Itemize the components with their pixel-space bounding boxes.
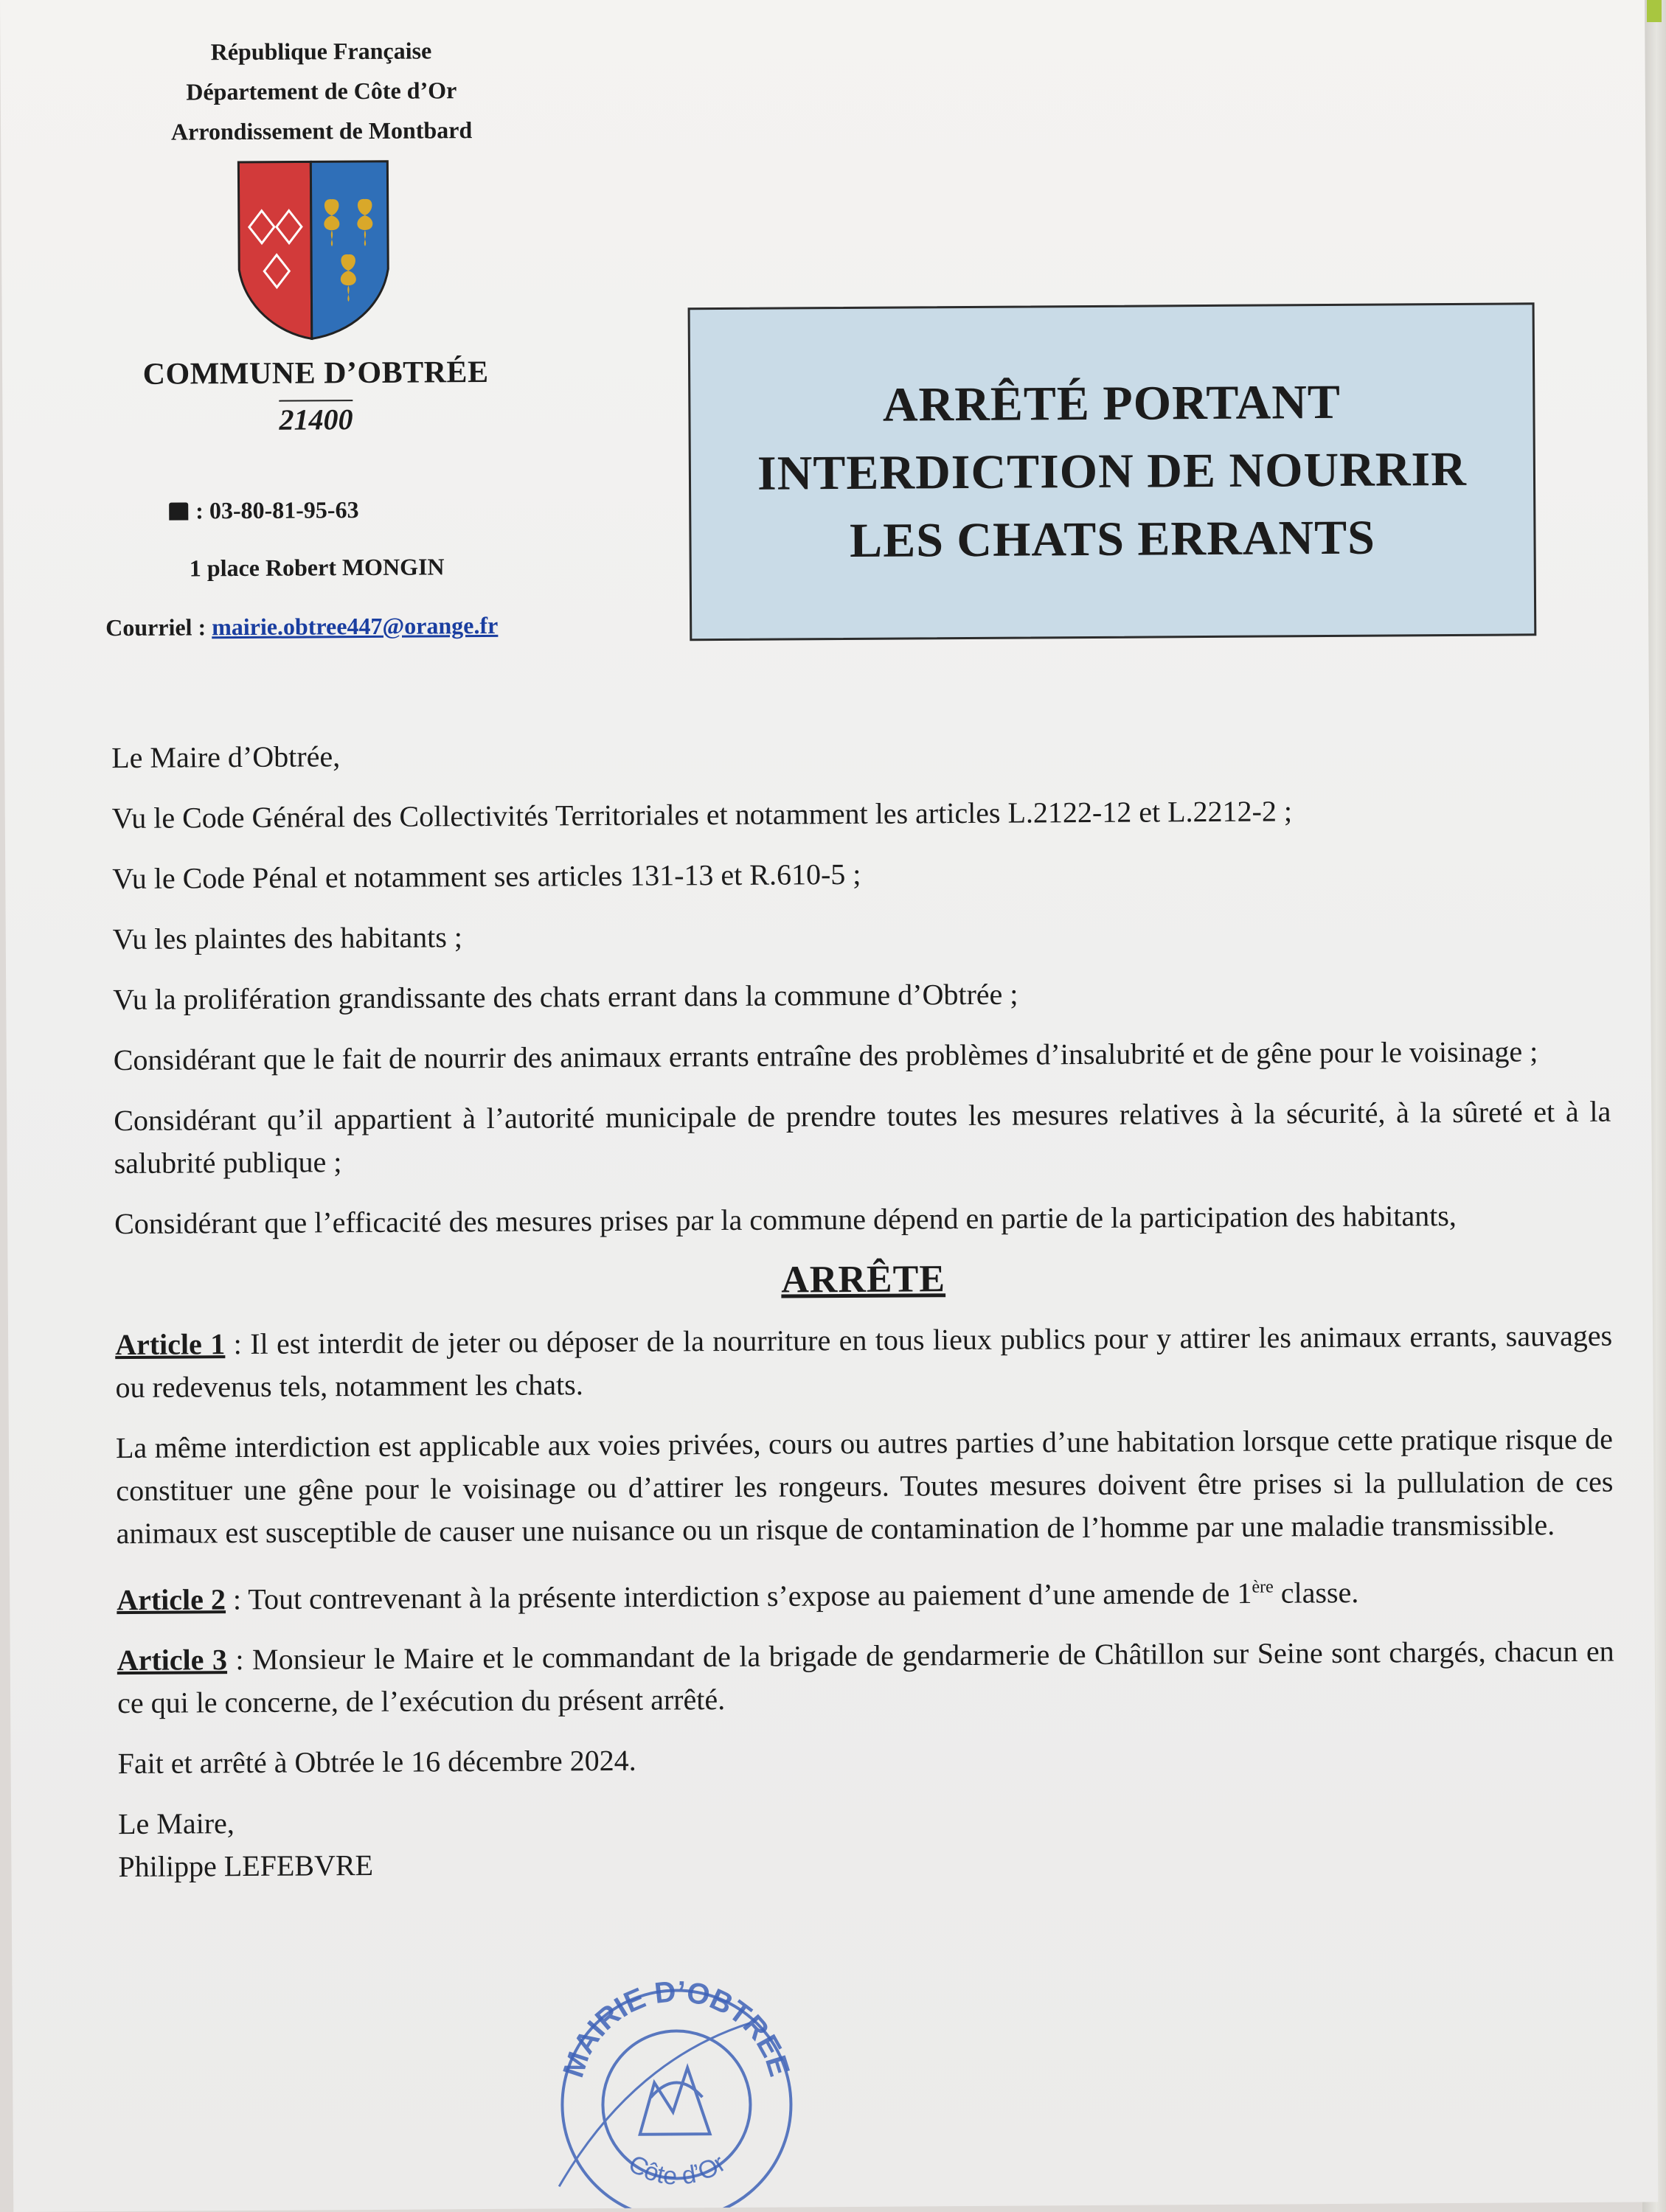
stamp-top-text: MAIRIE D’OBTREE [557, 1975, 796, 2081]
signature-title: Le Maire, [117, 1806, 235, 1841]
title-line-2: INTERDICTION DE NOURRIR [757, 442, 1468, 501]
email-link[interactable]: mairie.obtree447@orange.fr [212, 611, 499, 641]
article-2-label: Article 2 [117, 1582, 226, 1617]
considerant-paragraph-1: Considérant que le fait de nourrir des animaux errants entraîne des problèmes d’insalubrité et de gêne pour le voisinage ; [113, 1034, 1538, 1077]
article-2-end: classe. [1273, 1576, 1359, 1610]
email-line [105, 612, 498, 641]
phone-line [169, 496, 359, 525]
signature-name: Philippe LEFEBVRE [118, 1848, 374, 1884]
article-2-paragraph [117, 1564, 1614, 1622]
mairie-stamp-icon [528, 1964, 825, 2208]
vu-paragraph-3: Vu les plaintes des habitants ; [112, 920, 463, 956]
vu-paragraph-2: Vu le Code Pénal et notamment ses articles 131-13 et R.610-5 ; [112, 857, 861, 896]
article-1-paragraph-2: La même interdiction est applicable aux voies privées, cours ou autres parties d’une habitation lorsque cette pratique risque de constituer une gêne pour le voisinage ou d’attirer les rongeurs. Toutes mesures doivent être prises si la pullulation de ces animaux est susceptible de causer une nuisance ou un risque de contamination de l’homme par une maladie transmissible. [115, 1422, 1614, 1551]
article-2-superscript: ère [1252, 1577, 1274, 1597]
vu-paragraph-4: Vu la prolifération grandissante des chats errant dans la commune d’Obtrée ; [113, 977, 1018, 1017]
intro-paragraph: Le Maire d’Obtrée, [111, 740, 341, 775]
phone-number: : 03-80-81-95-63 [195, 496, 359, 524]
signature-block [118, 1794, 1616, 1888]
document-body [111, 728, 1616, 1889]
article-3-paragraph [117, 1630, 1615, 1725]
letterhead [85, 29, 558, 152]
title-box [688, 302, 1537, 641]
title-line-1: ARRÊTÉ PORTANT [882, 375, 1342, 432]
coat-of-arms-icon [235, 159, 392, 344]
article-1-paragraph [115, 1315, 1613, 1409]
commune-name: COMMUNE D’OBTRÉE [142, 355, 489, 392]
phone-icon [169, 502, 188, 520]
header-republique: République Française [210, 37, 432, 66]
considerant-paragraph-2: Considérant qu’il appartient à l’autorité municipale de prendre toutes les mesures relatives à la sécurité, à la sûreté et à la salubrité publique ; [114, 1094, 1611, 1180]
article-1-label: Article 1 [115, 1327, 226, 1362]
title-line-3: LES CHATS ERRANTS [849, 510, 1376, 568]
article-3-text: : Monsieur le Maire et le commandant de la brigade de gendarmerie de Châtillon sur Seine sont chargés, chacun en ce qui le concerne, de l’exécution du présent arrêté. [117, 1635, 1614, 1720]
article-2-text: : Tout contrevenant à la présente interdiction s’expose au paiement d’une amende de 1 [225, 1576, 1252, 1616]
arrete-heading: ARRÊTE [781, 1258, 946, 1301]
header-departement: Département de Côte d’Or [186, 77, 457, 105]
done-at-line: Fait et arrêté à Obtrée le 16 décembre 2024. [117, 1744, 636, 1781]
article-1-text: : Il est interdit de jeter ou déposer de la nourriture en tous lieux publics pour y attirer les animaux errants, sauvages ou redevenus tels, notamment les chats. [115, 1318, 1613, 1405]
postcode-value: 21400 [279, 400, 353, 437]
article-3-label: Article 3 [117, 1643, 228, 1677]
mairie-address: 1 place Robert MONGIN [189, 553, 445, 582]
commune-postcode [117, 401, 515, 438]
background-green-corner [1647, 0, 1662, 22]
email-label: Courriel : [105, 613, 212, 641]
header-arrondissement: Arrondissement de Montbard [170, 116, 473, 145]
svg-text:Côte d’Or [623, 2149, 730, 2191]
considerant-paragraph-3: Considérant que l’efficacité des mesures prises par la commune dépend en partie de la participation des habitants, [114, 1198, 1457, 1241]
stamp-bottom-text: Côte d’Or [623, 2149, 731, 2191]
vu-paragraph-1: Vu le Code Général des Collectivités Territoriales et notamment les articles L.2122-12 et L.2212-2 ; [111, 794, 1293, 835]
